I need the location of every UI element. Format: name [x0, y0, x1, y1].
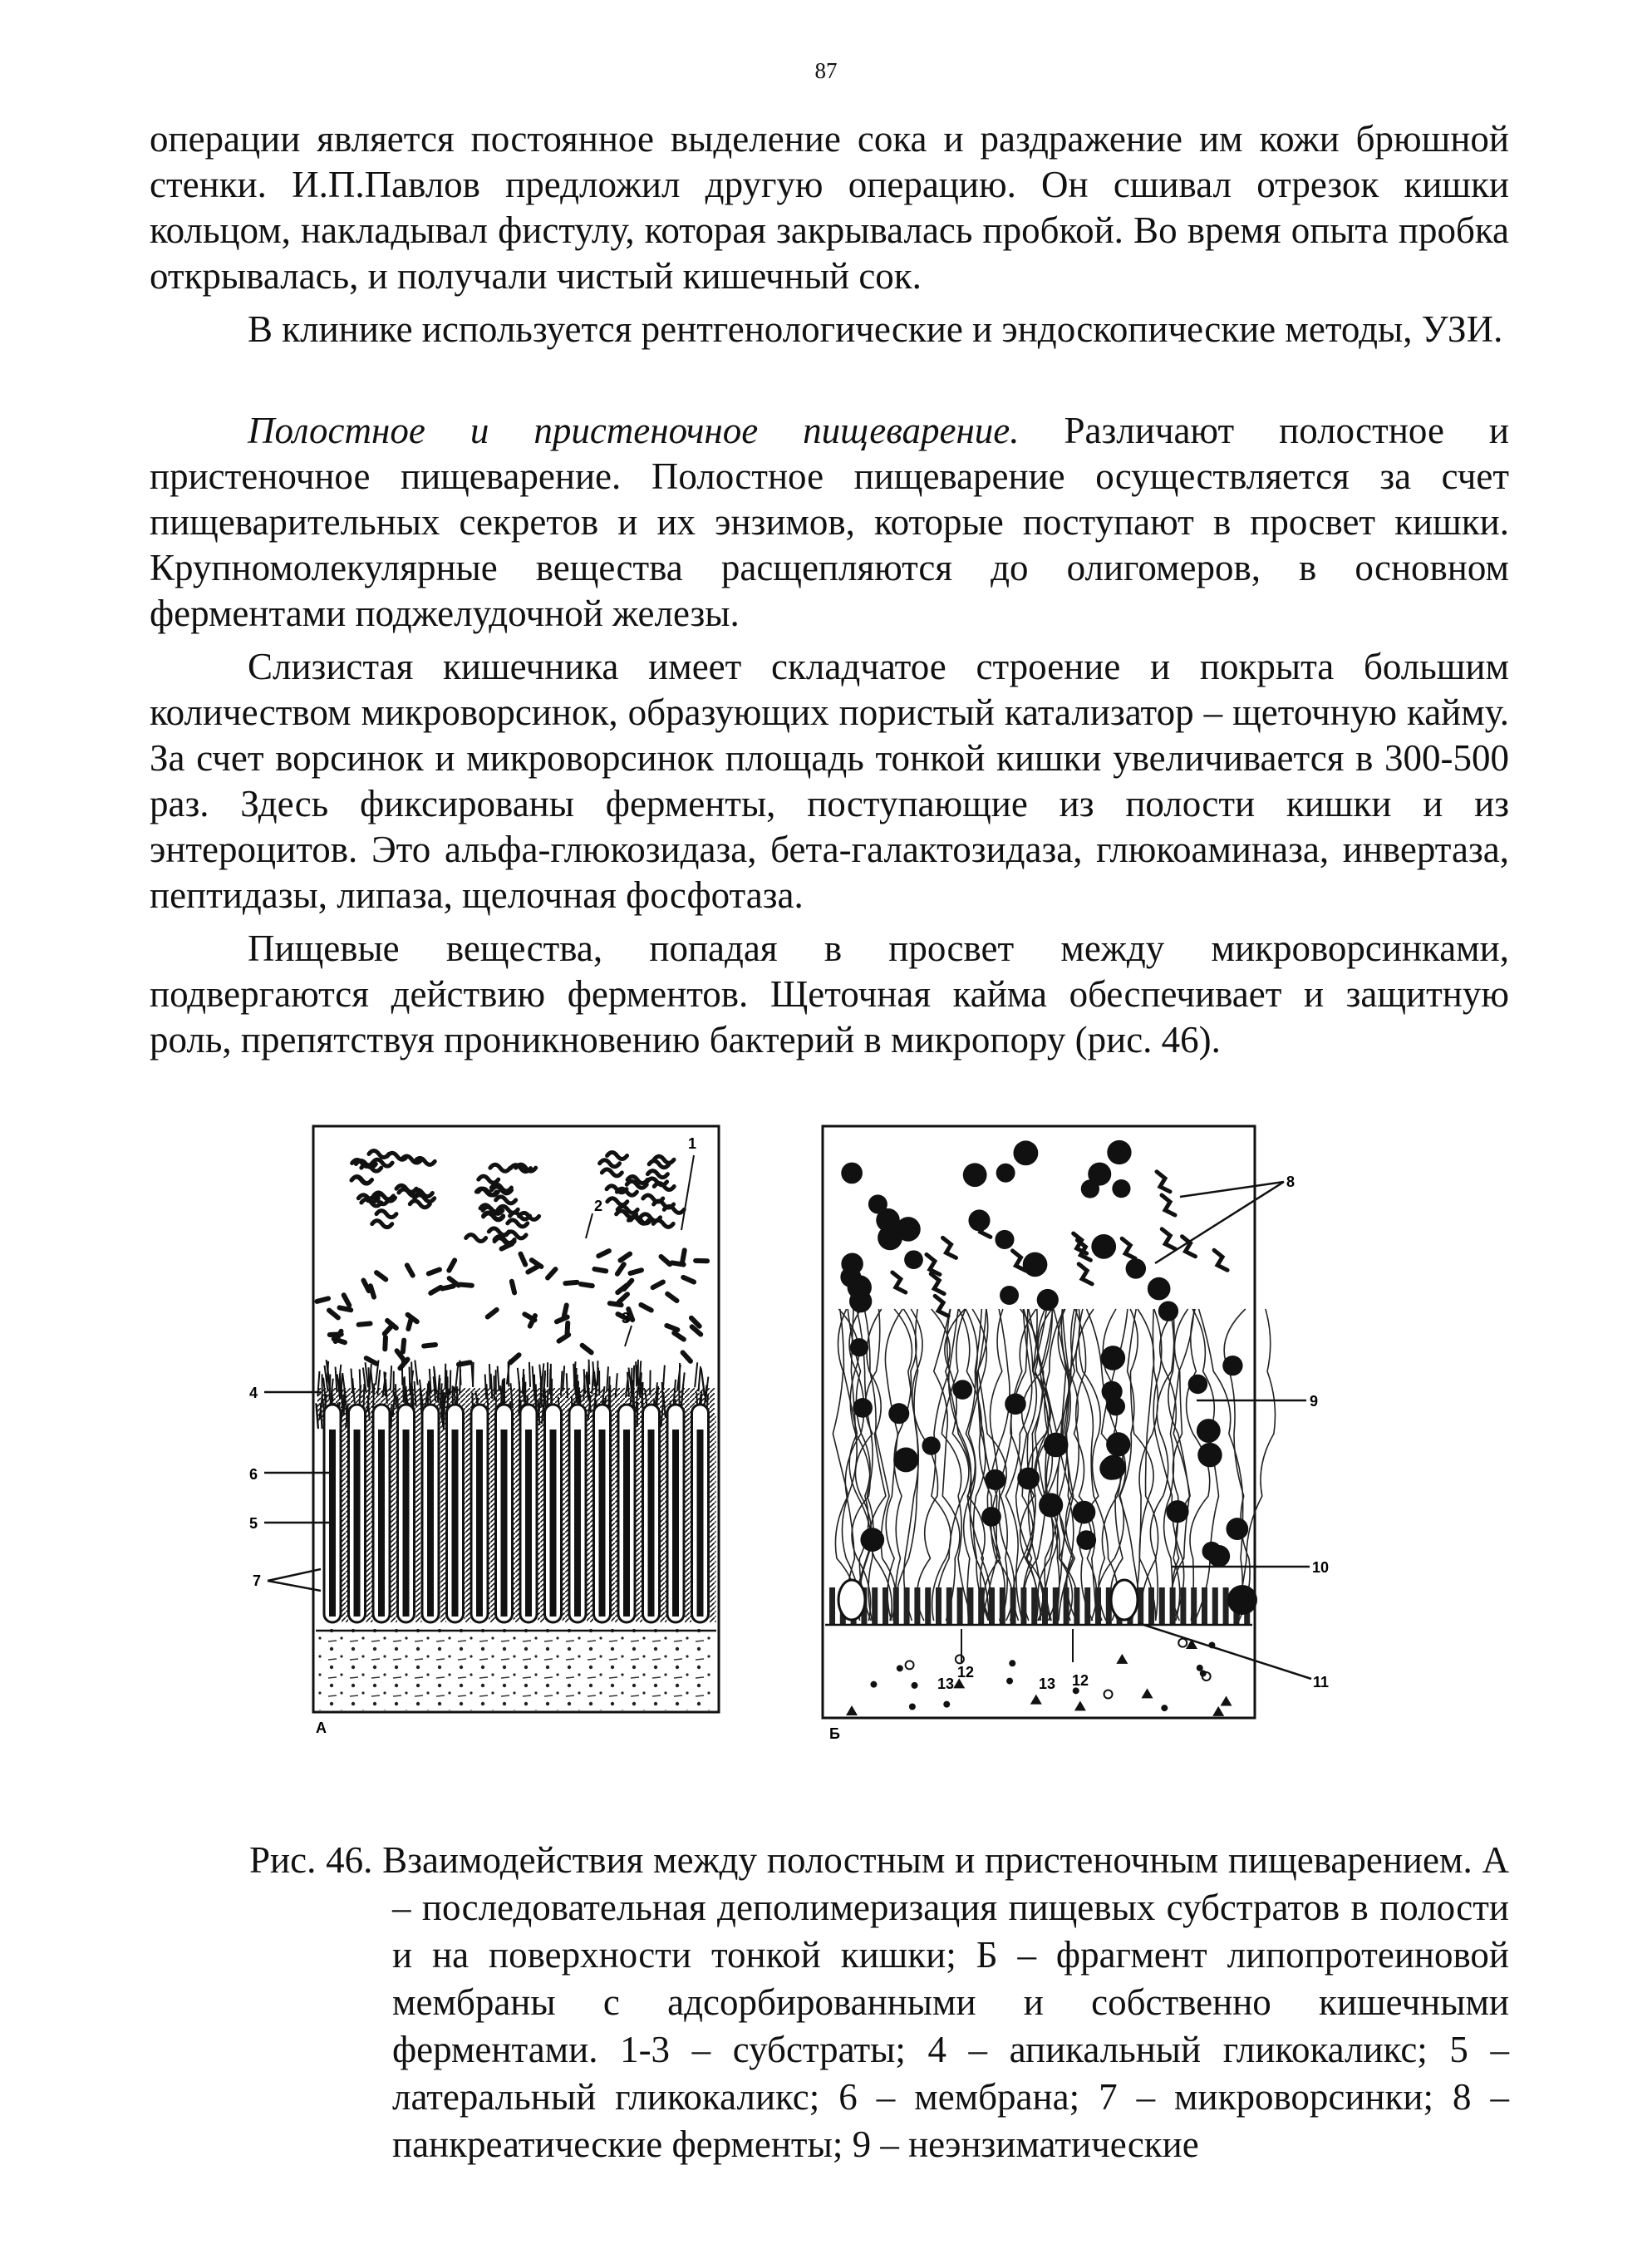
- cytoplasm-particle: [909, 1704, 916, 1710]
- label-4: 4: [249, 1385, 258, 1401]
- substrate-fragment: [683, 1277, 694, 1282]
- label-11: 11: [1313, 1674, 1330, 1690]
- enzyme-globule: [981, 1507, 1001, 1527]
- substrate-fragment: [496, 1197, 516, 1203]
- cytoplasm-particle: [1141, 1688, 1153, 1698]
- microvillus-stub: [978, 1587, 984, 1625]
- label-13b: 13: [1039, 1676, 1056, 1692]
- substrate-fragment: [548, 1269, 555, 1277]
- substrate-fragment: [317, 1298, 328, 1302]
- lateral-glycocalyx: [342, 1413, 348, 1622]
- cytoplasm-particle: [1030, 1695, 1042, 1705]
- substrate-fragment: [407, 1265, 413, 1275]
- lateral-glycocalyx: [489, 1413, 495, 1622]
- enzyme-globule: [1023, 1252, 1048, 1277]
- cytoplasm-particle: [956, 1655, 964, 1663]
- lateral-glycocalyx: [661, 1413, 667, 1622]
- enzyme-globule: [1158, 1301, 1178, 1321]
- substrate-fragment: [371, 1286, 374, 1297]
- substrate-fragment: [617, 1264, 624, 1274]
- glycocalyx-strand: [473, 1362, 474, 1387]
- cytoplasm-particle: [1074, 1700, 1086, 1710]
- enzyme-globule: [1148, 1277, 1171, 1301]
- figure-caption: [249, 1837, 1509, 2168]
- substrate-fragment: [647, 1171, 667, 1178]
- figure-46: [241, 1114, 1355, 1795]
- substrate-fragment: [674, 1333, 684, 1340]
- substrate-fragment: [620, 1254, 630, 1261]
- microvillus-core: [672, 1430, 679, 1617]
- enzyme-globule: [1037, 1289, 1059, 1311]
- enzyme-globule: [868, 1194, 887, 1213]
- paragraph-continuation: операции является постоянное выделение сока и раздражение им кожи брюшной стенки. И.П.Павлов предложил другую операцию. Он сшивал отрезок кишки кольцом, накладывал фистулу, которая закрывалась пробкой. Во время опыта пробка открывалась, и получали чистый кишечный сок.: [150, 118, 1509, 297]
- substrate-fragment: [565, 1282, 577, 1283]
- glycocalyx-fiber: [937, 1309, 969, 1621]
- label-8: 8: [1286, 1174, 1296, 1190]
- label-3: 3: [622, 1310, 631, 1326]
- glycocalyx-strand: [698, 1366, 701, 1391]
- microvillus-core: [501, 1430, 508, 1617]
- substrate-fragment: [466, 1235, 486, 1242]
- enzyme-globule: [1227, 1585, 1257, 1615]
- microvillus-stub: [893, 1587, 899, 1625]
- cytoplasm-particle: [1009, 1660, 1015, 1666]
- glycocalyx-strand: [663, 1366, 665, 1390]
- glycocalyx-fiber: [1224, 1309, 1250, 1621]
- cytoplasm-particle: [1116, 1654, 1128, 1664]
- microvillus-core: [574, 1430, 581, 1617]
- substrate-chain: [1162, 1229, 1175, 1249]
- panel-a-microvilli: [316, 1360, 715, 1622]
- enzyme-globule: [995, 1230, 1014, 1249]
- enzyme-globule: [850, 1338, 868, 1356]
- microvillus-stub: [1191, 1587, 1197, 1625]
- substrate-fragment: [424, 1345, 435, 1346]
- enzyme-globule: [888, 1403, 909, 1424]
- substrate-chain: [892, 1272, 906, 1292]
- substrate-fragment: [607, 1153, 627, 1159]
- paragraph-mucosa: Слизистая кишечника имеет складчатое строение и покрыта большим количеством микроворсинок, образующих пористый катализатор – щеточную кайму. За счет ворсинок и микроворсинок площадь тонкой кишки увеличивается в 300-500 раз. Здесь фиксированы ферменты, поступающие из полости кишки и из энтероцитов. Это альфа-глюкозидаза, бета-галактозидаза, глюкоаминаза, инвертаза, пептидазы, липаза, щелочная фосфотаза.: [150, 646, 1509, 916]
- microvillus-core: [329, 1430, 336, 1617]
- substrate-fragment: [329, 1311, 338, 1318]
- enzyme-globule: [1102, 1381, 1123, 1402]
- enzyme-globule: [996, 1164, 1015, 1183]
- section-heading-text: Различают полостное и пристеночное пищеварение. Полостное пищеварение осуществляется за счет пищеварительных секретов и их энзимов, которые поступают в просвет кишки. Крупномолекулярные вещества расщепляются до олигомеров, в основном ферментами поджелудочной железы.: [150, 410, 1509, 634]
- substrate-fragment: [600, 1160, 620, 1167]
- substrate-chain: [1157, 1172, 1170, 1192]
- label-9: 9: [1310, 1393, 1319, 1410]
- enzyme-globule: [985, 1469, 1005, 1490]
- substrate-fragment: [619, 1294, 627, 1302]
- glycocalyx-strand: [563, 1366, 564, 1390]
- glycocalyx-strand: [445, 1364, 446, 1389]
- enzyme-globule: [1112, 1179, 1130, 1198]
- substrate-fragment: [682, 1250, 684, 1262]
- microvillus-core: [378, 1430, 385, 1617]
- substrate-fragment: [528, 1267, 538, 1272]
- microvillus-stub: [1170, 1587, 1176, 1625]
- substrate-chain: [935, 1296, 948, 1316]
- substrate-fragment: [506, 1232, 526, 1238]
- glycocalyx-fiber: [1173, 1309, 1187, 1621]
- substrate-fragment: [647, 1179, 667, 1185]
- enzyme-globule: [1106, 1432, 1130, 1456]
- cytoplasm-particle: [846, 1705, 858, 1715]
- substrate-fragment: [502, 1244, 513, 1249]
- callout-line-2: [586, 1213, 592, 1238]
- microvillus-stub: [967, 1587, 973, 1625]
- callout-line-8a: [1180, 1182, 1284, 1197]
- lateral-glycocalyx: [514, 1413, 520, 1622]
- lateral-glycocalyx: [538, 1413, 544, 1622]
- substrate-chain: [1079, 1264, 1092, 1284]
- substrate-fragment: [557, 1317, 568, 1322]
- label-1: 1: [688, 1135, 697, 1152]
- label-10: 10: [1312, 1559, 1330, 1576]
- substrate-fragment: [344, 1295, 350, 1305]
- substrate-fragment: [598, 1251, 609, 1256]
- lateral-glycocalyx: [612, 1413, 618, 1622]
- substrate-fragment: [667, 1294, 676, 1301]
- microvillus-stub: [1202, 1587, 1207, 1625]
- substrate-fragment: [653, 1282, 663, 1287]
- enzyme-globule: [963, 1163, 987, 1187]
- lateral-glycocalyx: [636, 1413, 642, 1622]
- panel-a-tissue: [316, 1629, 716, 1710]
- substrate-fragment: [490, 1164, 510, 1171]
- substrate-fragment: [510, 1355, 519, 1362]
- substrate-fragment: [376, 1272, 386, 1279]
- microvillus-stub: [1148, 1587, 1154, 1625]
- glycocalyx-fiber: [1130, 1309, 1153, 1621]
- panel-a-letter: А: [316, 1720, 327, 1736]
- microvillus-stub: [829, 1587, 835, 1625]
- microvillus-core: [623, 1430, 630, 1617]
- substrate-fragment: [366, 1358, 376, 1364]
- panel-b-letter: Б: [829, 1725, 840, 1742]
- microvillus-stub: [1031, 1587, 1037, 1625]
- page-number: 87: [814, 58, 838, 83]
- microvillus-stub: [1064, 1587, 1069, 1625]
- label-2: 2: [594, 1198, 603, 1214]
- substrate-fragment: [661, 1257, 671, 1264]
- lateral-glycocalyx: [415, 1413, 422, 1622]
- substrate-fragment: [607, 1198, 627, 1205]
- substrate-fragment: [664, 1206, 684, 1213]
- enzyme-globule: [1107, 1140, 1131, 1164]
- glycocalyx-strand: [529, 1362, 530, 1387]
- membrane-enzyme: [1111, 1580, 1138, 1620]
- paragraph-clinic-methods: В клинике используется рентгенологические и эндоскопические методы, УЗИ.: [248, 308, 1503, 350]
- substrate-fragment: [385, 1337, 386, 1349]
- lateral-glycocalyx: [563, 1413, 569, 1622]
- glycocalyx-fiber: [1079, 1309, 1100, 1621]
- paragraph-digestion-types: [150, 408, 1509, 637]
- substrate-fragment: [594, 1269, 606, 1271]
- substrate-fragment: [479, 1176, 499, 1183]
- substrate-fragment: [683, 1352, 691, 1361]
- microvillus-stub: [1084, 1587, 1090, 1625]
- callout-line-8b: [1155, 1182, 1284, 1263]
- glycocalyx-fiber: [959, 1309, 991, 1621]
- microvillus-stub: [872, 1587, 878, 1625]
- substrate-fragment: [442, 1286, 454, 1288]
- enzyme-globule: [840, 1267, 861, 1287]
- enzyme-globule: [1208, 1545, 1231, 1567]
- substrate-fragment: [643, 1195, 663, 1202]
- substrate-chain: [942, 1238, 956, 1257]
- microvillus-stub: [1074, 1587, 1079, 1625]
- substrate-fragment: [581, 1284, 592, 1286]
- enzyme-globule: [1166, 1500, 1188, 1523]
- enzyme-globule: [893, 1447, 918, 1472]
- section-heading: Полостное и пристеночное пищеварение.: [248, 410, 1020, 451]
- enzyme-globule: [1197, 1419, 1221, 1443]
- substrate-fragment: [359, 1324, 371, 1325]
- lateral-glycocalyx: [587, 1413, 593, 1622]
- callout-line-11: [1138, 1623, 1311, 1679]
- microvillus-core: [452, 1430, 459, 1617]
- microvillus-stub: [1010, 1587, 1016, 1625]
- enzyme-globule: [904, 1250, 923, 1269]
- figure-caption-text: Рис. 46. Взаимодействия между полостным и пристеночным пищеварением. А – последовательная деполимеризация пищевых субстратов в полости и на поверхности тонкой кишки; Б – фрагмент липопротеиновой мембраны с адсорбированными и собственно кишечными ферментами. 1-3 – субстраты; 4 – апикальный гликокаликс; 5 – латеральный гликокаликс; 6 – мембрана; 7 – микроворсинки; 8 – панкреатические ферменты; 9 – неэнзиматические: [249, 1839, 1509, 2165]
- enzyme-globule: [1197, 1443, 1222, 1467]
- cytoplasm-particle: [870, 1681, 877, 1688]
- substrate-fragment: [610, 1303, 622, 1305]
- substrate-fragment: [532, 1260, 542, 1267]
- cytoplasm-particle: [912, 1682, 918, 1689]
- substrate-fragment: [520, 1254, 525, 1265]
- microvillus-stub: [1180, 1587, 1186, 1625]
- lateral-glycocalyx: [440, 1413, 446, 1622]
- glycocalyx-strand: [489, 1364, 490, 1389]
- substrate-fragment: [403, 1341, 404, 1352]
- microvillus-core: [550, 1430, 557, 1617]
- cytoplasm-particle: [1221, 1696, 1232, 1706]
- cytoplasm-particle: [897, 1665, 903, 1671]
- enzyme-globule: [1017, 1468, 1040, 1490]
- glycocalyx-strand: [539, 1365, 542, 1390]
- enzyme-globule: [1081, 1179, 1099, 1198]
- enzyme-globule: [1222, 1356, 1242, 1375]
- lateral-glycocalyx: [366, 1413, 373, 1622]
- microvillus-stub: [936, 1587, 942, 1625]
- enzyme-globule: [896, 1217, 921, 1242]
- microvillus-core: [403, 1430, 410, 1617]
- enzyme-globule: [1044, 1433, 1069, 1458]
- microvillus-core: [599, 1430, 606, 1617]
- cytoplasm-particle: [906, 1661, 914, 1669]
- panel-b: [823, 1126, 1329, 1742]
- cytoplasm-particle: [1006, 1678, 1013, 1685]
- enzyme-globule: [860, 1528, 884, 1552]
- lateral-glycocalyx: [391, 1413, 397, 1622]
- lateral-glycocalyx: [710, 1413, 716, 1622]
- glycocalyx-strand: [498, 1366, 499, 1391]
- substrate-fragment: [460, 1285, 472, 1286]
- substrate-chain: [1122, 1238, 1135, 1258]
- body-text: [150, 116, 1509, 1063]
- substrate-fragment: [630, 1270, 641, 1273]
- substrate-chain: [931, 1274, 944, 1294]
- microvillus-core: [476, 1430, 483, 1617]
- label-7: 7: [253, 1572, 262, 1589]
- cytoplasm-particle: [1161, 1705, 1168, 1711]
- enzyme-globule: [1099, 1457, 1123, 1480]
- glycocalyx-strand: [633, 1366, 634, 1390]
- substrate-fragment: [641, 1305, 651, 1311]
- substrate-fragment: [429, 1270, 440, 1274]
- enzyme-globule: [922, 1436, 940, 1454]
- substrate-fragment: [512, 1282, 514, 1293]
- microvillus-core: [525, 1430, 532, 1617]
- microvillus-core: [427, 1430, 434, 1617]
- label-6: 6: [249, 1466, 258, 1483]
- enzyme-globule: [1039, 1493, 1063, 1517]
- glycocalyx-strand: [636, 1361, 637, 1386]
- substrate-fragment: [340, 1307, 352, 1310]
- label-12a: 12: [957, 1664, 975, 1681]
- substrate-fragment: [376, 1211, 396, 1218]
- enzyme-globule: [1126, 1258, 1146, 1278]
- substrate-chain: [1162, 1195, 1175, 1215]
- panel-a: [241, 1126, 719, 1736]
- enzyme-globule: [1000, 1286, 1019, 1305]
- glycocalyx-strand: [695, 1362, 697, 1387]
- enzyme-globule: [952, 1380, 972, 1400]
- microvillus-stub: [1042, 1587, 1048, 1625]
- glycocalyx-strand: [607, 1366, 608, 1391]
- microvillus-core: [697, 1430, 704, 1617]
- microvillus-stub: [904, 1587, 910, 1625]
- label-12b: 12: [1072, 1672, 1089, 1689]
- cytoplasm-particle: [1178, 1639, 1187, 1647]
- cytoplasm-particle: [1104, 1690, 1113, 1699]
- substrate-fragment: [352, 1177, 371, 1184]
- substrate-fragment: [602, 1169, 622, 1176]
- enzyme-globule: [853, 1398, 873, 1418]
- microvillus-stub: [1095, 1587, 1101, 1625]
- enzyme-globule: [1013, 1140, 1038, 1165]
- substrate-fragment: [666, 1326, 677, 1330]
- substrate-fragment: [583, 1346, 592, 1353]
- substrate-chain: [1214, 1250, 1227, 1270]
- substrate-fragment: [400, 1360, 407, 1369]
- enzyme-globule: [841, 1163, 863, 1184]
- label-13a: 13: [937, 1676, 955, 1692]
- callout-line-3: [625, 1326, 632, 1346]
- microvillus-stub: [1138, 1587, 1143, 1625]
- enzyme-globule: [1101, 1346, 1126, 1371]
- microvillus-stub: [883, 1587, 888, 1625]
- substrate-chain: [927, 1254, 940, 1274]
- enzyme-globule: [1005, 1394, 1026, 1415]
- enzyme-globule: [1188, 1375, 1208, 1395]
- paragraph-brush-border: Пищевые вещества, попадая в просвет между микроворсинками, подвергаются действию ферментов. Щеточная кайма обеспечивает и защитную роль, препятствуя проникновению бактерий в микропору (рис. 46).: [150, 928, 1509, 1060]
- substrate-fragment: [372, 1221, 392, 1228]
- glycocalyx-strand: [589, 1360, 590, 1385]
- microvillus-stub: [1223, 1587, 1229, 1625]
- cytoplasm-particle: [943, 1701, 950, 1708]
- microvillus-stub: [1020, 1587, 1026, 1625]
- glycocalyx-fiber: [1046, 1309, 1078, 1621]
- substrate-fragment: [449, 1260, 455, 1270]
- substrate-fragment: [430, 1287, 440, 1293]
- cytoplasm-particle: [1212, 1706, 1224, 1716]
- lateral-glycocalyx: [685, 1413, 691, 1622]
- substrate-fragment: [559, 1335, 569, 1341]
- lateral-glycocalyx: [465, 1413, 471, 1622]
- microvillus-stub: [1159, 1587, 1165, 1625]
- figure-drawing: [241, 1114, 1355, 1795]
- substrate-fragment: [488, 1310, 497, 1317]
- glycocalyx-strand: [415, 1361, 417, 1385]
- enzyme-globule: [1091, 1234, 1116, 1259]
- microvillus-stub: [914, 1587, 920, 1625]
- label-5: 5: [249, 1515, 258, 1532]
- microvillus-core: [648, 1430, 655, 1617]
- microvillus-stub: [1212, 1587, 1218, 1625]
- cytoplasm-particle: [1197, 1665, 1203, 1671]
- substrate-fragment: [330, 1334, 342, 1335]
- substrate-fragment: [624, 1281, 632, 1289]
- enzyme-globule: [1076, 1530, 1096, 1550]
- microvillus-stub: [957, 1587, 963, 1625]
- microvillus-core: [354, 1430, 361, 1617]
- microvillus-stub: [925, 1587, 931, 1625]
- microvillus-stub: [1000, 1587, 1005, 1625]
- microvillus-stub: [989, 1587, 995, 1625]
- membrane-enzyme: [838, 1580, 865, 1620]
- substrate-fragment: [363, 1281, 368, 1292]
- microvillus-stub: [946, 1587, 952, 1625]
- enzyme-globule: [1073, 1501, 1096, 1524]
- enzyme-globule: [1226, 1518, 1248, 1540]
- panel-a-substrates: [317, 1150, 707, 1368]
- microvillus-stub: [1053, 1587, 1059, 1625]
- callout-line-1: [681, 1155, 694, 1230]
